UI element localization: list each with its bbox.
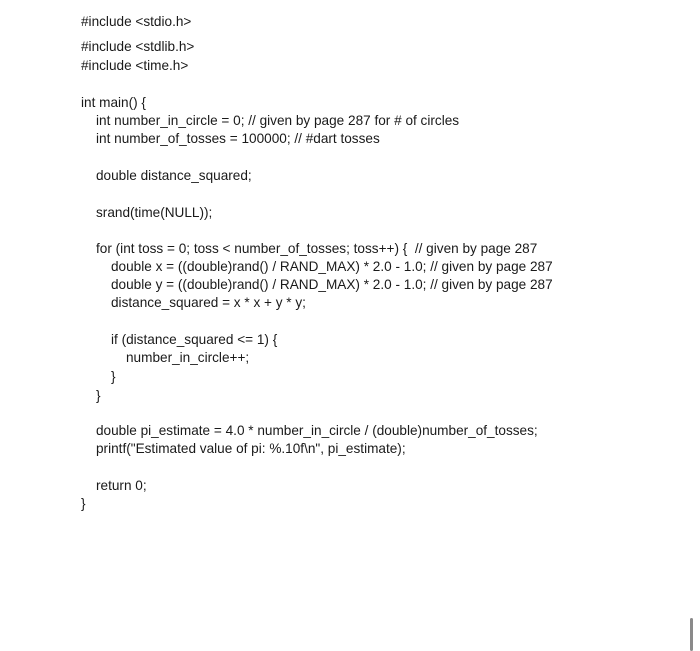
code-line-include-stdlib: #include <stdlib.h> bbox=[81, 39, 195, 54]
code-line-if: if (distance_squared <= 1) { bbox=[111, 332, 278, 347]
code-line-x-assign: double x = ((double)rand() / RAND_MAX) * 2.0 - 1.0; // given by page 287 bbox=[111, 259, 553, 274]
code-line-distance-calc: distance_squared = x * x + y * y; bbox=[111, 295, 306, 310]
code-line-close-for: } bbox=[96, 388, 101, 403]
code-line-include-stdio: #include <stdio.h> bbox=[81, 14, 192, 29]
code-line-circle-init: int number_in_circle = 0; // given by page 287 for # of circles bbox=[96, 113, 460, 128]
code-line-srand: srand(time(NULL)); bbox=[96, 205, 213, 220]
code-line-main: int main() { bbox=[81, 95, 146, 110]
code-line-for-loop: for (int toss = 0; toss < number_of_tosses; toss++) { // given by page 287 bbox=[96, 241, 538, 256]
code-line-return: return 0; bbox=[96, 478, 147, 493]
code-line-close-if: } bbox=[111, 369, 116, 384]
code-line-close-main: } bbox=[81, 496, 86, 511]
code-line-y-assign: double y = ((double)rand() / RAND_MAX) * 2.0 - 1.0; // given by page 287 bbox=[111, 277, 553, 292]
code-line-pi-estimate: double pi_estimate = 4.0 * number_in_circle / (double)number_of_tosses; bbox=[96, 423, 538, 438]
code-line-increment: number_in_circle++; bbox=[126, 350, 250, 365]
scrollbar-thumb[interactable] bbox=[690, 618, 693, 651]
code-line-printf: printf("Estimated value of pi: %.10f\n", pi_estimate); bbox=[96, 441, 406, 456]
code-line-include-time: #include <time.h> bbox=[81, 58, 189, 73]
code-line-tosses-init: int number_of_tosses = 100000; // #dart tosses bbox=[96, 131, 380, 146]
code-line-distance-decl: double distance_squared; bbox=[96, 168, 252, 183]
